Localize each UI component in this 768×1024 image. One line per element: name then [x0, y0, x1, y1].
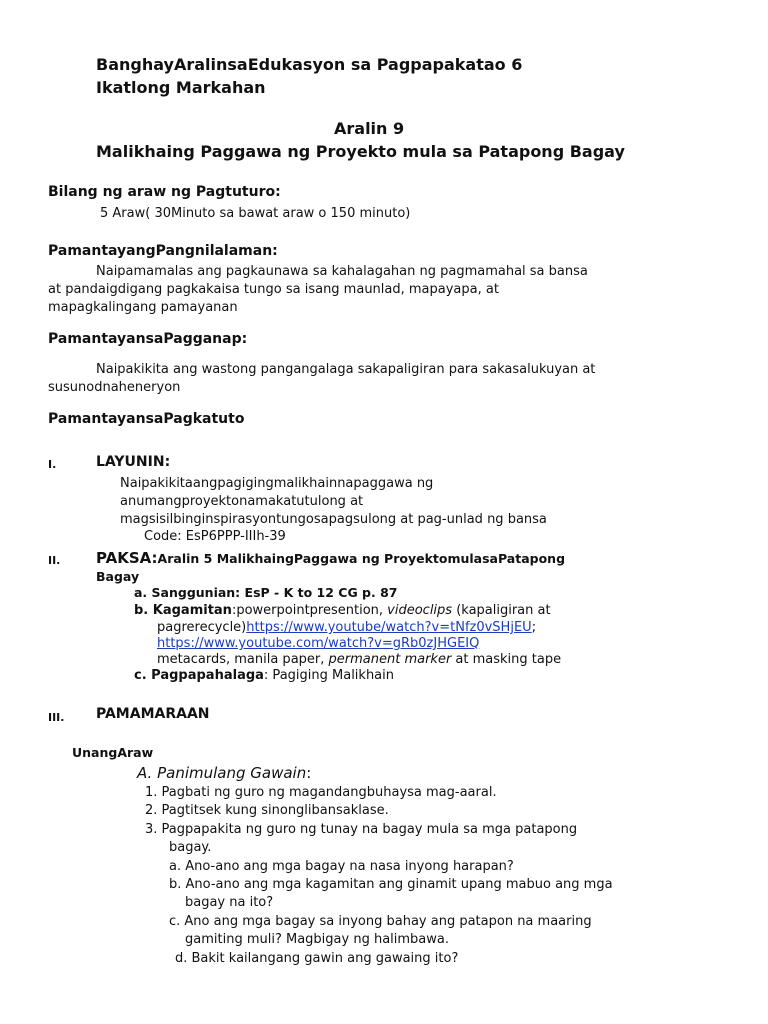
youtube-link-1[interactable]: https://www.youtube/watch?v=tNfz0vSHjEU	[246, 620, 532, 635]
kagamitan-italic: videoclips	[387, 603, 453, 618]
paksa-label: PAKSA:	[96, 549, 158, 567]
materials-line	[157, 652, 561, 668]
aralin-number: Aralin 9	[334, 119, 405, 138]
link-separator: ;	[531, 620, 537, 635]
panimulang-gawain-label: A. Panimulang Gawain	[137, 764, 307, 782]
question-c: c. Ano ang mga bagay sa inyong bahay ang patapon na maaring	[169, 914, 592, 929]
question-d: d. Bakit kailangang gawin ang gawaing ito?	[175, 951, 459, 966]
list-item: 1. Pagbati ng guro ng magandangbuhaysa mag-aaral.	[145, 785, 497, 800]
question-a: a. Ano-ano ang mga bagay na nasa inyong harapan?	[169, 859, 514, 874]
paksa-text: Aralin 5 MalikhaingPaggawa ng ProyektomulasaPatapong	[157, 551, 566, 566]
pagkatuto-heading: PamantayansaPagkatuto	[48, 411, 245, 427]
sanggunian: a. Sanggunian: EsP - K to 12 CG p. 87	[134, 585, 398, 600]
pagganap-line1: Naipakikita ang wastong pangangalaga sakapaligiran para sakasalukuyan at	[96, 362, 596, 377]
pangnilalaman-line2: at pandaigdigang pagkakaisa tungo sa isang maunlad, mapayapa, at	[48, 282, 499, 297]
pagpapahalaga-text: : Pagiging Malikhain	[263, 668, 394, 683]
question-b: b. Ano-ano ang mga kagamitan ang ginamit upang mabuo ang mga	[169, 877, 613, 892]
paksa-line	[96, 548, 565, 567]
paksa-text-cont: Bagay	[96, 569, 140, 584]
pamamaraan-number: III.	[48, 711, 65, 724]
layunin-heading: LAYUNIN:	[96, 454, 171, 470]
list-item-cont: bagay.	[169, 840, 212, 855]
bilang-heading: Bilang ng araw ng Pagtuturo:	[48, 184, 281, 200]
pagrecycle-text: pagrerecycle)	[157, 620, 247, 635]
pagganap-line2: susunodnaheneryon	[48, 380, 181, 395]
pagganap-heading: PamantayansaPagganap:	[48, 331, 248, 347]
pangnilalaman-heading: PamantayangPangnilalaman:	[48, 243, 278, 259]
layunin-line2: anumangproyektonamakatutulong at	[120, 494, 364, 509]
layunin-line3: magsisilbinginspirasyontungosapagsulong at pag-unlad ng bansa	[120, 512, 547, 527]
pangnilalaman-line3: mapagkalingang pamayanan	[48, 300, 238, 315]
pagpapahalaga-label: c. Pagpapahalaga	[134, 668, 264, 683]
kagamitan-rest: (kapaligiran at	[452, 603, 551, 618]
layunin-number: I.	[48, 458, 57, 471]
panimulang-gawain-heading	[137, 764, 311, 782]
doc-title-line1: BanghayAralinsaEdukasyon sa Pagpapakatao 6	[96, 55, 523, 74]
layunin-code: Code: EsP6PPP-IIIh-39	[144, 529, 286, 544]
list-item: 3. Pagpapakita ng guro ng tunay na bagay mula sa mga patapong	[145, 822, 578, 837]
aralin-title: Malikhaing Paggawa ng Proyekto mula sa Patapong Bagay	[96, 142, 625, 161]
list-item: 2. Pagtitsek kung sinonglibansaklase.	[145, 803, 389, 818]
question-c-cont: gamiting muli? Magbigay ng halimbawa.	[185, 932, 449, 947]
unang-araw: UnangAraw	[72, 745, 154, 760]
layunin-line1: Naipakikitaangpagigingmalikhainnapaggawa ng	[120, 476, 434, 491]
pagrecycle-line	[157, 620, 536, 636]
kagamitan-line	[134, 603, 551, 619]
bilang-text: 5 Araw( 30Minuto sa bawat araw o 150 minuto)	[100, 206, 411, 221]
kagamitan-text: :powerpointpresention,	[231, 603, 388, 618]
pamamaraan-heading: PAMAMARAAN	[96, 706, 210, 722]
paksa-number: II.	[48, 554, 61, 567]
pagpapahalaga-line	[134, 668, 394, 684]
doc-title-line2: Ikatlong Markahan	[96, 78, 266, 97]
question-b-cont: bagay na ito?	[185, 895, 274, 910]
youtube-link-2-line	[157, 636, 479, 652]
materials-text: metacards, manila paper,	[157, 652, 329, 667]
materials-rest: at masking tape	[451, 652, 562, 667]
pangnilalaman-line1: Naipamamalas ang pagkaunawa sa kahalagahan ng pagmamahal sa bansa	[96, 264, 588, 279]
kagamitan-label: b. Kagamitan	[134, 603, 232, 618]
materials-italic: permanent marker	[328, 652, 452, 667]
panimulang-gawain-colon: :	[306, 764, 312, 782]
youtube-link-2[interactable]: https://www.youtube.com/watch?v=gRb0zJHGEIQ	[157, 636, 480, 651]
